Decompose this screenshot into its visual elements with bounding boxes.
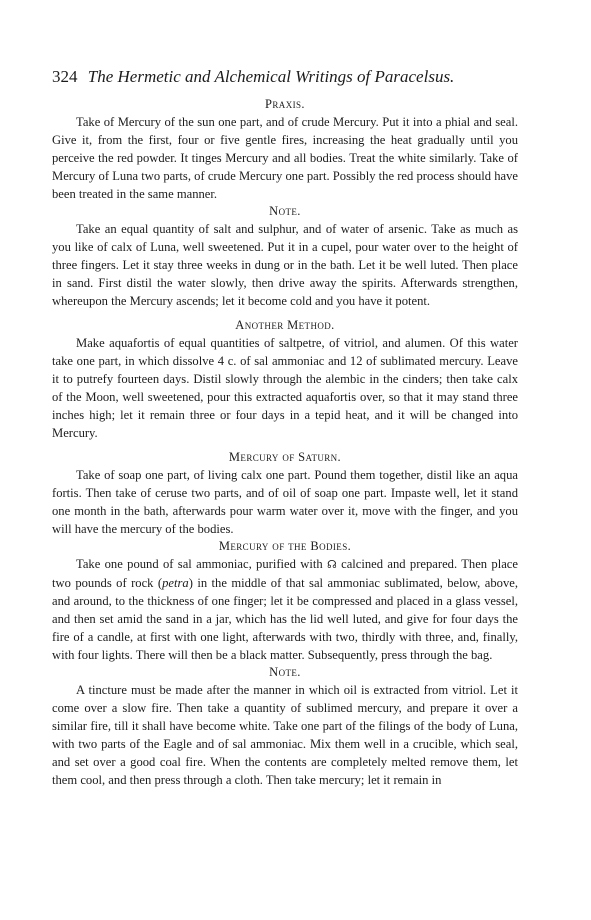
alchemical-symbol-icon: ☊ [326, 558, 337, 571]
italic-word: petra [162, 576, 189, 590]
section-text-another-method: Make aquafortis of equal quantities of saltpetre, of vitriol, and alumen. Of this water take one part, in which dissolve 4 c. of sal ammoniac and 12 of sublimated mercury. Leave it to putrefy fourteen days. Distil slowly through the alembic in the cinders; then take calx of the Moon, well sweetened, pour this extracted aquafortis over, so that it may stand three inches high; let it remain three or four days in a tepid heat, and it will be changed into Mercury. [52, 336, 518, 440]
section-heading-mercury-of-saturn: Mercury of Saturn. [228, 450, 342, 464]
section-text-praxis: Take of Mercury of the sun one part, and of crude Mercury. Put it into a phial and seal. Give it, from the first, four or five gentle fires, increasing the heat gradually until you perceive the red powder. It tinges Mercury and all bodies. Treat the white similarly. Take of Mercury of Luna two parts, of crude Mercury one part. Possibly the red process should have been treated in the same manner. [52, 115, 518, 201]
section-heading-another-method: Another Method. [235, 318, 335, 332]
section-text-mercury-of-the-bodies [52, 555, 518, 664]
page-number: 324 [52, 67, 78, 86]
section-heading-mercury-of-the-bodies: Mercury of the Bodies. [218, 539, 352, 553]
section-heading-praxis: Praxis. [265, 97, 305, 111]
running-head [52, 66, 518, 88]
text-segment: ) in the middle of that sal ammoniac sublimated, below, above, and around, to the thickness of one finger; let it be compressed and placed in a glass vessel, and then set amid the sand in a jar, which has the lid well luted, and give for four days the fire of a candle, at first with one light, afterwards with two, thirdly with three, and, finally, with four lights. There will then be a black matter. Subsequently, press through the bag. [52, 576, 518, 662]
running-title: The Hermetic and Alchemical Writings of Paracelsus. [87, 67, 455, 86]
text-segment: Take one pound of sal ammoniac, purified with [76, 557, 323, 571]
text-segment: calcined and prepared. Then place two pounds of rock ( [52, 557, 518, 590]
section-text-note-2: A tincture must be made after the manner in which oil is extracted from vitriol. Let it come over a slow fire. Then take a quantity of sublimed mercury, and prepare it over a similar fire, till it shall have become white. Take one part of the filings of the body of Luna, with two parts of the Eagle and of sal ammoniac. Mix them well in a crucible, which seal, and set over a good coal fire. When the contents are completely melted remove them, let them cool, and then press through a cloth. Then take mercury; let it remain in [52, 683, 518, 787]
section-heading-note-1: Note. [269, 204, 301, 218]
section-text-note-1: Take an equal quantity of salt and sulphur, and of water of arsenic. Take as much as you like of calx of Luna, well sweetened. Put it in a cupel, pour water over to the height of three fingers. Let it stay three weeks in dung or in the bath. Let it be well luted. Then place in sand. First distil the water slowly, then drive away the spirits. Afterwards strengthen, whereupon the Mercury ascends; let it become cold and you have it potent. [52, 222, 518, 308]
section-heading-note-2: Note. [269, 665, 301, 679]
book-page [52, 66, 518, 789]
section-text-mercury-of-saturn: Take of soap one part, of living calx one part. Pound them together, distil like an aqua fortis. Then take of ceruse two parts, and of oil of soap one part. Impaste well, let it stand one month in the bath, afterwards pour warm water over it, move with the finger, and you will have the mercury of the bodies. [52, 468, 518, 536]
